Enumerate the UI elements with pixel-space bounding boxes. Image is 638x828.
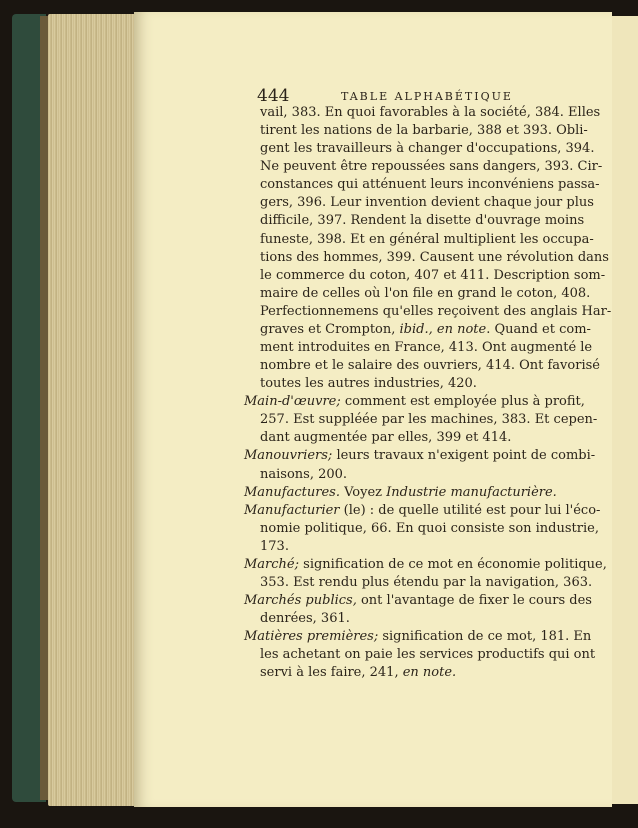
index-line — [244, 122, 588, 140]
text: naisons, 200. — [260, 466, 348, 482]
text: nombre et le salaire des ouvriers, 414. Ont favorisé — [260, 358, 600, 374]
text: maire de celles où l'on file en grand le coton, 408. — [260, 285, 591, 301]
text: Voyez — [339, 484, 387, 500]
index-line — [244, 249, 609, 267]
index-line — [244, 664, 560, 682]
text: (le) : de quelle utilité est pour lui l'éco- — [339, 502, 601, 518]
text: gent les travailleurs à changer d'occupations, 394. — [260, 141, 595, 157]
index-entry-line — [244, 447, 596, 465]
index-line — [244, 158, 603, 176]
index-line — [244, 267, 606, 285]
index-entry-line — [244, 556, 607, 574]
index-line — [244, 194, 594, 212]
text: 353. Est rendu plus étendu par la navigation, 363. — [260, 575, 593, 591]
index-line — [244, 538, 560, 556]
text: denrées, 361. — [260, 611, 350, 627]
index-line — [244, 574, 593, 592]
text: ont l'avantage de fixer le cours des — [356, 593, 592, 609]
italic-text: Industrie manufacturière. — [386, 484, 557, 500]
text: leurs travaux n'exigent point de combi- — [332, 448, 596, 464]
index-line — [244, 285, 591, 303]
text: Perfectionnemens qu'elles reçoivent des anglais Har- — [260, 303, 612, 319]
index-line — [244, 140, 595, 158]
index-line — [244, 646, 596, 664]
text: Ne peuvent être repoussées sans dangers, 393. Cir- — [260, 159, 603, 175]
text: difficile, 397. Rendent la disette d'ouvrage moins — [260, 213, 585, 229]
index-entry-line — [244, 484, 560, 502]
text: . Quand et com- — [486, 321, 591, 337]
text: 257. Est suppléée par les machines, 383. Et cepen- — [260, 412, 598, 428]
text: signification de ce mot, 181. En — [378, 629, 592, 645]
running-title: TABLE ALPHABÉTIQUE — [341, 90, 513, 103]
index-line — [244, 520, 599, 538]
text: gers, 396. Leur invention devient chaque jour plus — [260, 195, 594, 211]
text: 173. — [260, 538, 289, 554]
index-entry-line — [244, 502, 601, 520]
index-line — [244, 321, 591, 339]
text: toutes les autres industries, 420. — [260, 376, 477, 392]
index-line — [244, 212, 585, 230]
italic-text: Manufacturier — [244, 502, 340, 518]
index-line — [244, 231, 594, 249]
text: les achetant on paie les services productifs qui ont — [260, 647, 596, 663]
index-entry-line — [244, 628, 592, 646]
facing-page-edge — [612, 16, 638, 804]
text: ment introduites en France, 413. Ont augmenté le — [260, 340, 593, 356]
text: tions des hommes, 399. Causent une révolution dans — [260, 249, 609, 265]
italic-text: Manufactures. — [244, 484, 340, 500]
text: comment est employée plus à profit, — [340, 394, 585, 410]
index-line — [244, 357, 600, 375]
index-line — [244, 303, 612, 321]
index-line — [244, 411, 598, 429]
index-line — [244, 466, 560, 484]
text: nomie politique, 66. En quoi consiste son industrie, — [260, 520, 599, 536]
text: funeste, 398. Et en général multiplient les occupa- — [260, 231, 594, 247]
index-line — [244, 339, 593, 357]
italic-text: Marchés publics, — [244, 593, 357, 609]
index-line — [244, 375, 560, 393]
text: graves et Crompton, — [260, 321, 400, 337]
italic-text: Main-d'œuvre; — [244, 394, 341, 410]
index-entry-line — [244, 393, 585, 411]
text: signification de ce mot en économie politique, — [299, 556, 607, 572]
index-line — [244, 104, 601, 122]
index-line — [244, 610, 560, 628]
text: servi à les faire, 241, — [260, 665, 403, 681]
index-line — [244, 429, 560, 447]
index-entry-line — [244, 592, 592, 610]
index-text — [244, 104, 612, 683]
text: tirent les nations de la barbarie, 388 et 393. Obli- — [260, 123, 588, 139]
italic-text: Manouvriers; — [244, 448, 333, 464]
page-edges — [48, 14, 136, 806]
italic-text: en note. — [402, 665, 457, 681]
index-line — [244, 176, 600, 194]
text: dant augmentée par elles, 399 et 414. — [260, 430, 512, 446]
text: constances qui atténuent leurs inconvéniens passa- — [260, 177, 600, 193]
italic-text: Matières premières; — [244, 629, 379, 645]
italic-text: Marché; — [244, 556, 300, 572]
text: vail, 383. En quoi favorables à la société, 384. Elles — [260, 105, 601, 120]
text: le commerce du coton, 407 et 411. Description som- — [260, 267, 606, 283]
italic-text: ibid., en note — [399, 321, 487, 337]
page-number: 444 — [257, 86, 290, 106]
